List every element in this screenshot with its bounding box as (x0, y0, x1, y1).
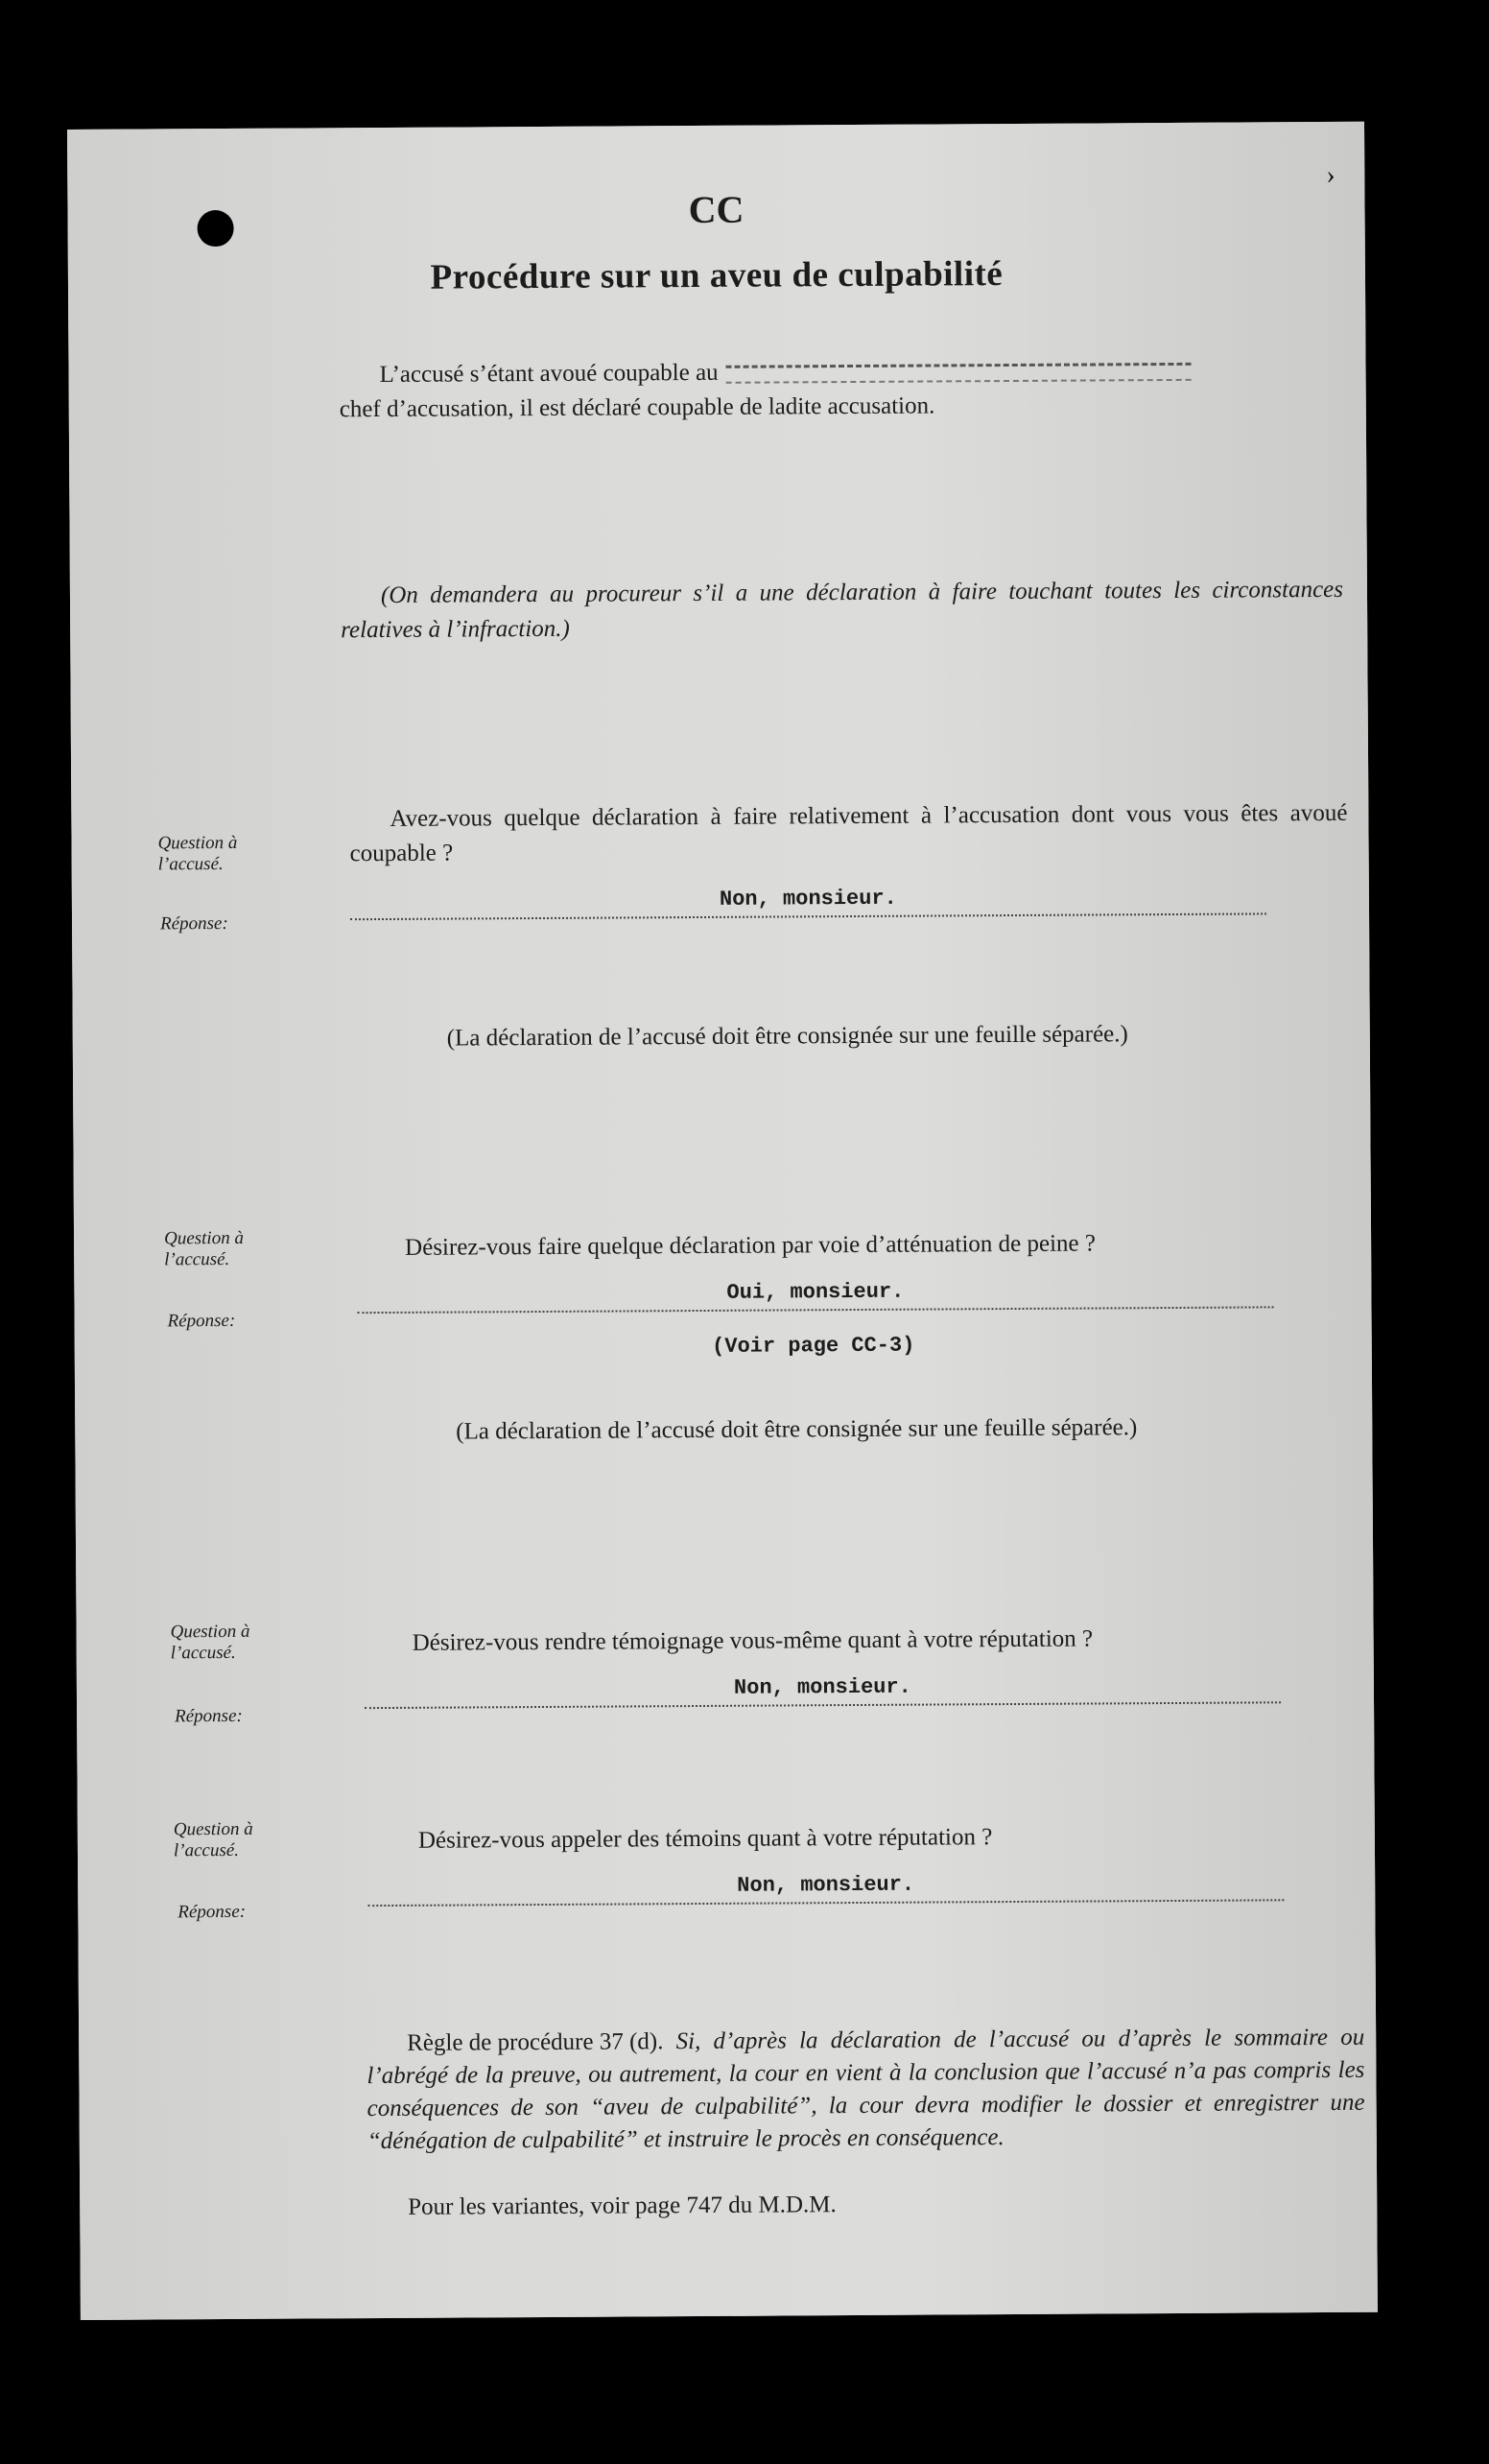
answer-3-text: Non, monsieur. (733, 1674, 911, 1700)
variants-note: Pour les variantes, voir page 747 du M.D.M. (408, 2192, 837, 2220)
question-label: Question à l’accusé. (157, 832, 238, 875)
procedure-rule (366, 2022, 1365, 2158)
question-4-text: Désirez-vous appeler des témoins quant à votre réputation ? (417, 1824, 993, 1854)
count-blank (726, 363, 1192, 384)
answer-1-line (350, 880, 1266, 920)
intro-paragraph (339, 352, 1356, 427)
question-1-text: Avez-vous quelque déclaration à faire relativement à l’accusation dont vous vous êtes avoué coupable ? (349, 799, 1348, 867)
answer-label: Réponse: (159, 912, 228, 935)
answer-3-line (365, 1669, 1281, 1709)
answer-label: Réponse: (175, 1705, 243, 1727)
question-3-text: Désirez-vous rendre témoignage vous-même quant à votre réputation ? (412, 1625, 1094, 1656)
rule-text: Si, d’après la déclaration de l’accusé ou d’après le sommaire ou l’abrégé de la preuve, ou autrement, la cour en vient à la conclusion que l’accusé n’a pas compris les conséquences de son “aveu de culpabilité”, la cour devra modifier le dossier et enregistrer une “dénégation de culpabilité” et instruire le procès en conséquence. (366, 2024, 1365, 2155)
rule-lead: Règle de procédure 37 (d). (407, 2028, 664, 2056)
intro-line-1: L’accusé s’étant avoué coupable au (379, 359, 719, 389)
page-title: Procédure sur un aveu de culpabilité (430, 254, 1004, 297)
document-page (67, 122, 1378, 2320)
question-label: Question à l’accusé. (170, 1621, 250, 1664)
answer-2-text: Oui, monsieur. (726, 1279, 905, 1305)
answer-label: Réponse: (177, 1901, 247, 1923)
question-label: Question à l’accusé. (173, 1818, 253, 1861)
see-page-reference: (Voir page CC-3) (712, 1333, 915, 1359)
prosecutor-note: (On demandera au procureur s’il a une déclaration à faire touchant toutes les circonstances relatives à l’infraction.) (341, 576, 1344, 644)
form-code: CC (688, 187, 744, 232)
answer-2-line (357, 1273, 1273, 1314)
answer-label: Réponse: (167, 1310, 236, 1332)
separate-sheet-note-2: (La déclaration de l’accusé doit être consignée sur une feuille séparée.) (456, 1414, 1138, 1445)
intro-line-2: chef d’accusation, il est déclaré coupable de ladite accusation. (339, 392, 935, 423)
question-2-text: Désirez-vous faire quelque déclaration par voie d’atténuation de peine ? (405, 1230, 1097, 1261)
answer-4-text: Non, monsieur. (737, 1872, 915, 1898)
corner-mark: › (1326, 159, 1335, 190)
separate-sheet-note-1: (La déclaration de l’accusé doit être consignée sur une feuille séparée.) (446, 1021, 1128, 1052)
answer-4-line (367, 1866, 1284, 1907)
answer-1-text: Non, monsieur. (719, 886, 897, 912)
question-label: Question à l’accusé. (163, 1227, 244, 1270)
